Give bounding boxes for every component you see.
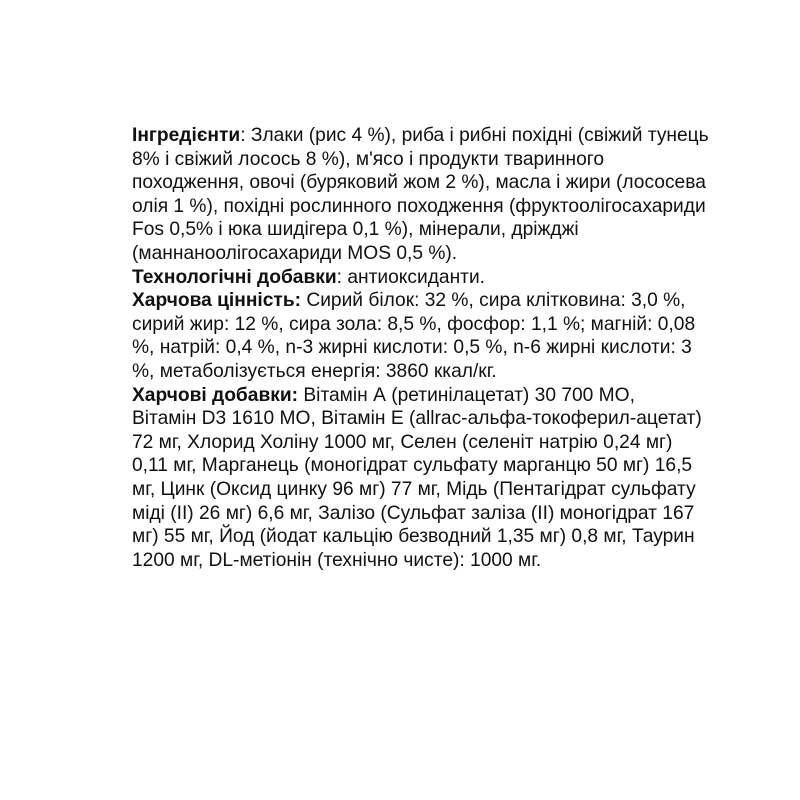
additives-label: Харчові добавки:: [132, 384, 299, 406]
ingredients-line-5: Fos 0,5% і юка шидігера 0,1 %), мінерали, дріжджі: [132, 219, 579, 241]
additives-line-3: 72 мг, Хлорид Холіну 1000 мг, Селен (селеніт натрію 0,24 мг): [132, 431, 673, 453]
ingredients-line-6: (маннаноолігосахариди MOS 0,5 %).: [132, 242, 458, 264]
ingredients-line-1: [132, 124, 772, 148]
ingredients-line-2: 8% і свіжий лосось 8 %), м'ясо і продукти тваринного: [132, 148, 605, 170]
nutrition-label: Харчова цінність:: [132, 290, 302, 312]
nutrition-line-2: сирий жир: 12 %, сира зола: 8,5 %, фосфор: 1,1 %; магній: 0,08: [132, 313, 696, 335]
ingredients-line-4: олія 1 %), похідні рослинного походження (фруктоолігосахариди: [132, 195, 706, 217]
ingredients-text: : Злаки (рис 4 %), риба і рибні похідні (свіжий тунець: [240, 125, 709, 146]
ingredients-line-3: походження, овочі (буряковий жом 2 %), масла і жири (лососева: [132, 172, 706, 194]
technological-additives-label: Технологічні добавки: [132, 266, 337, 288]
nutrition-line-4: %, метаболізується енергія: 3860 ккал/кг.: [132, 360, 497, 382]
additives-line-8: 1200 мг, DL-метіонін (технічно чисте): 1000 мг.: [132, 549, 542, 571]
technological-additives-line: [132, 266, 772, 290]
nutrition-line-3: %, натрій: 0,4 %, n-3 жирні кислоти: 0,5 %, n-6 жирні кислоти: 3: [132, 337, 692, 359]
additives-line-5: мг, Цинк (Оксид цинку 96 мг) 77 мг, Мідь (Пентагідрат сульфату: [132, 478, 696, 500]
additives-line-6: міді (II) 26 мг) 6,6 мг, Залізо (Сульфат заліза (II) моногідрат 167: [132, 502, 695, 524]
additives-line-1: [132, 384, 772, 408]
product-composition-text: [132, 124, 772, 572]
additives-line-4: 0,11 мг, Марганець (моногідрат сульфату марганцю 50 мг) 16,5: [132, 455, 693, 477]
additives-line-2: Вітамін D3 1610 МО, Вітамін Е (allrac-альфа-токоферил-ацетат): [132, 408, 702, 430]
nutrition-text: Сирий білок: 32 %, сира клітковина: 3,0 %,: [301, 290, 686, 312]
ingredients-label: Інгредієнти: [132, 125, 241, 146]
nutrition-line-1: [132, 289, 772, 313]
additives-text: Вітамін А (ретинілацетат) 30 700 МО,: [298, 384, 635, 406]
technological-additives-text: : антиоксиданти.: [336, 266, 486, 288]
additives-line-7: мг) 55 мг, Йод (йодат кальцію безводний 1,35 мг) 0,8 мг, Таурин: [132, 526, 695, 548]
